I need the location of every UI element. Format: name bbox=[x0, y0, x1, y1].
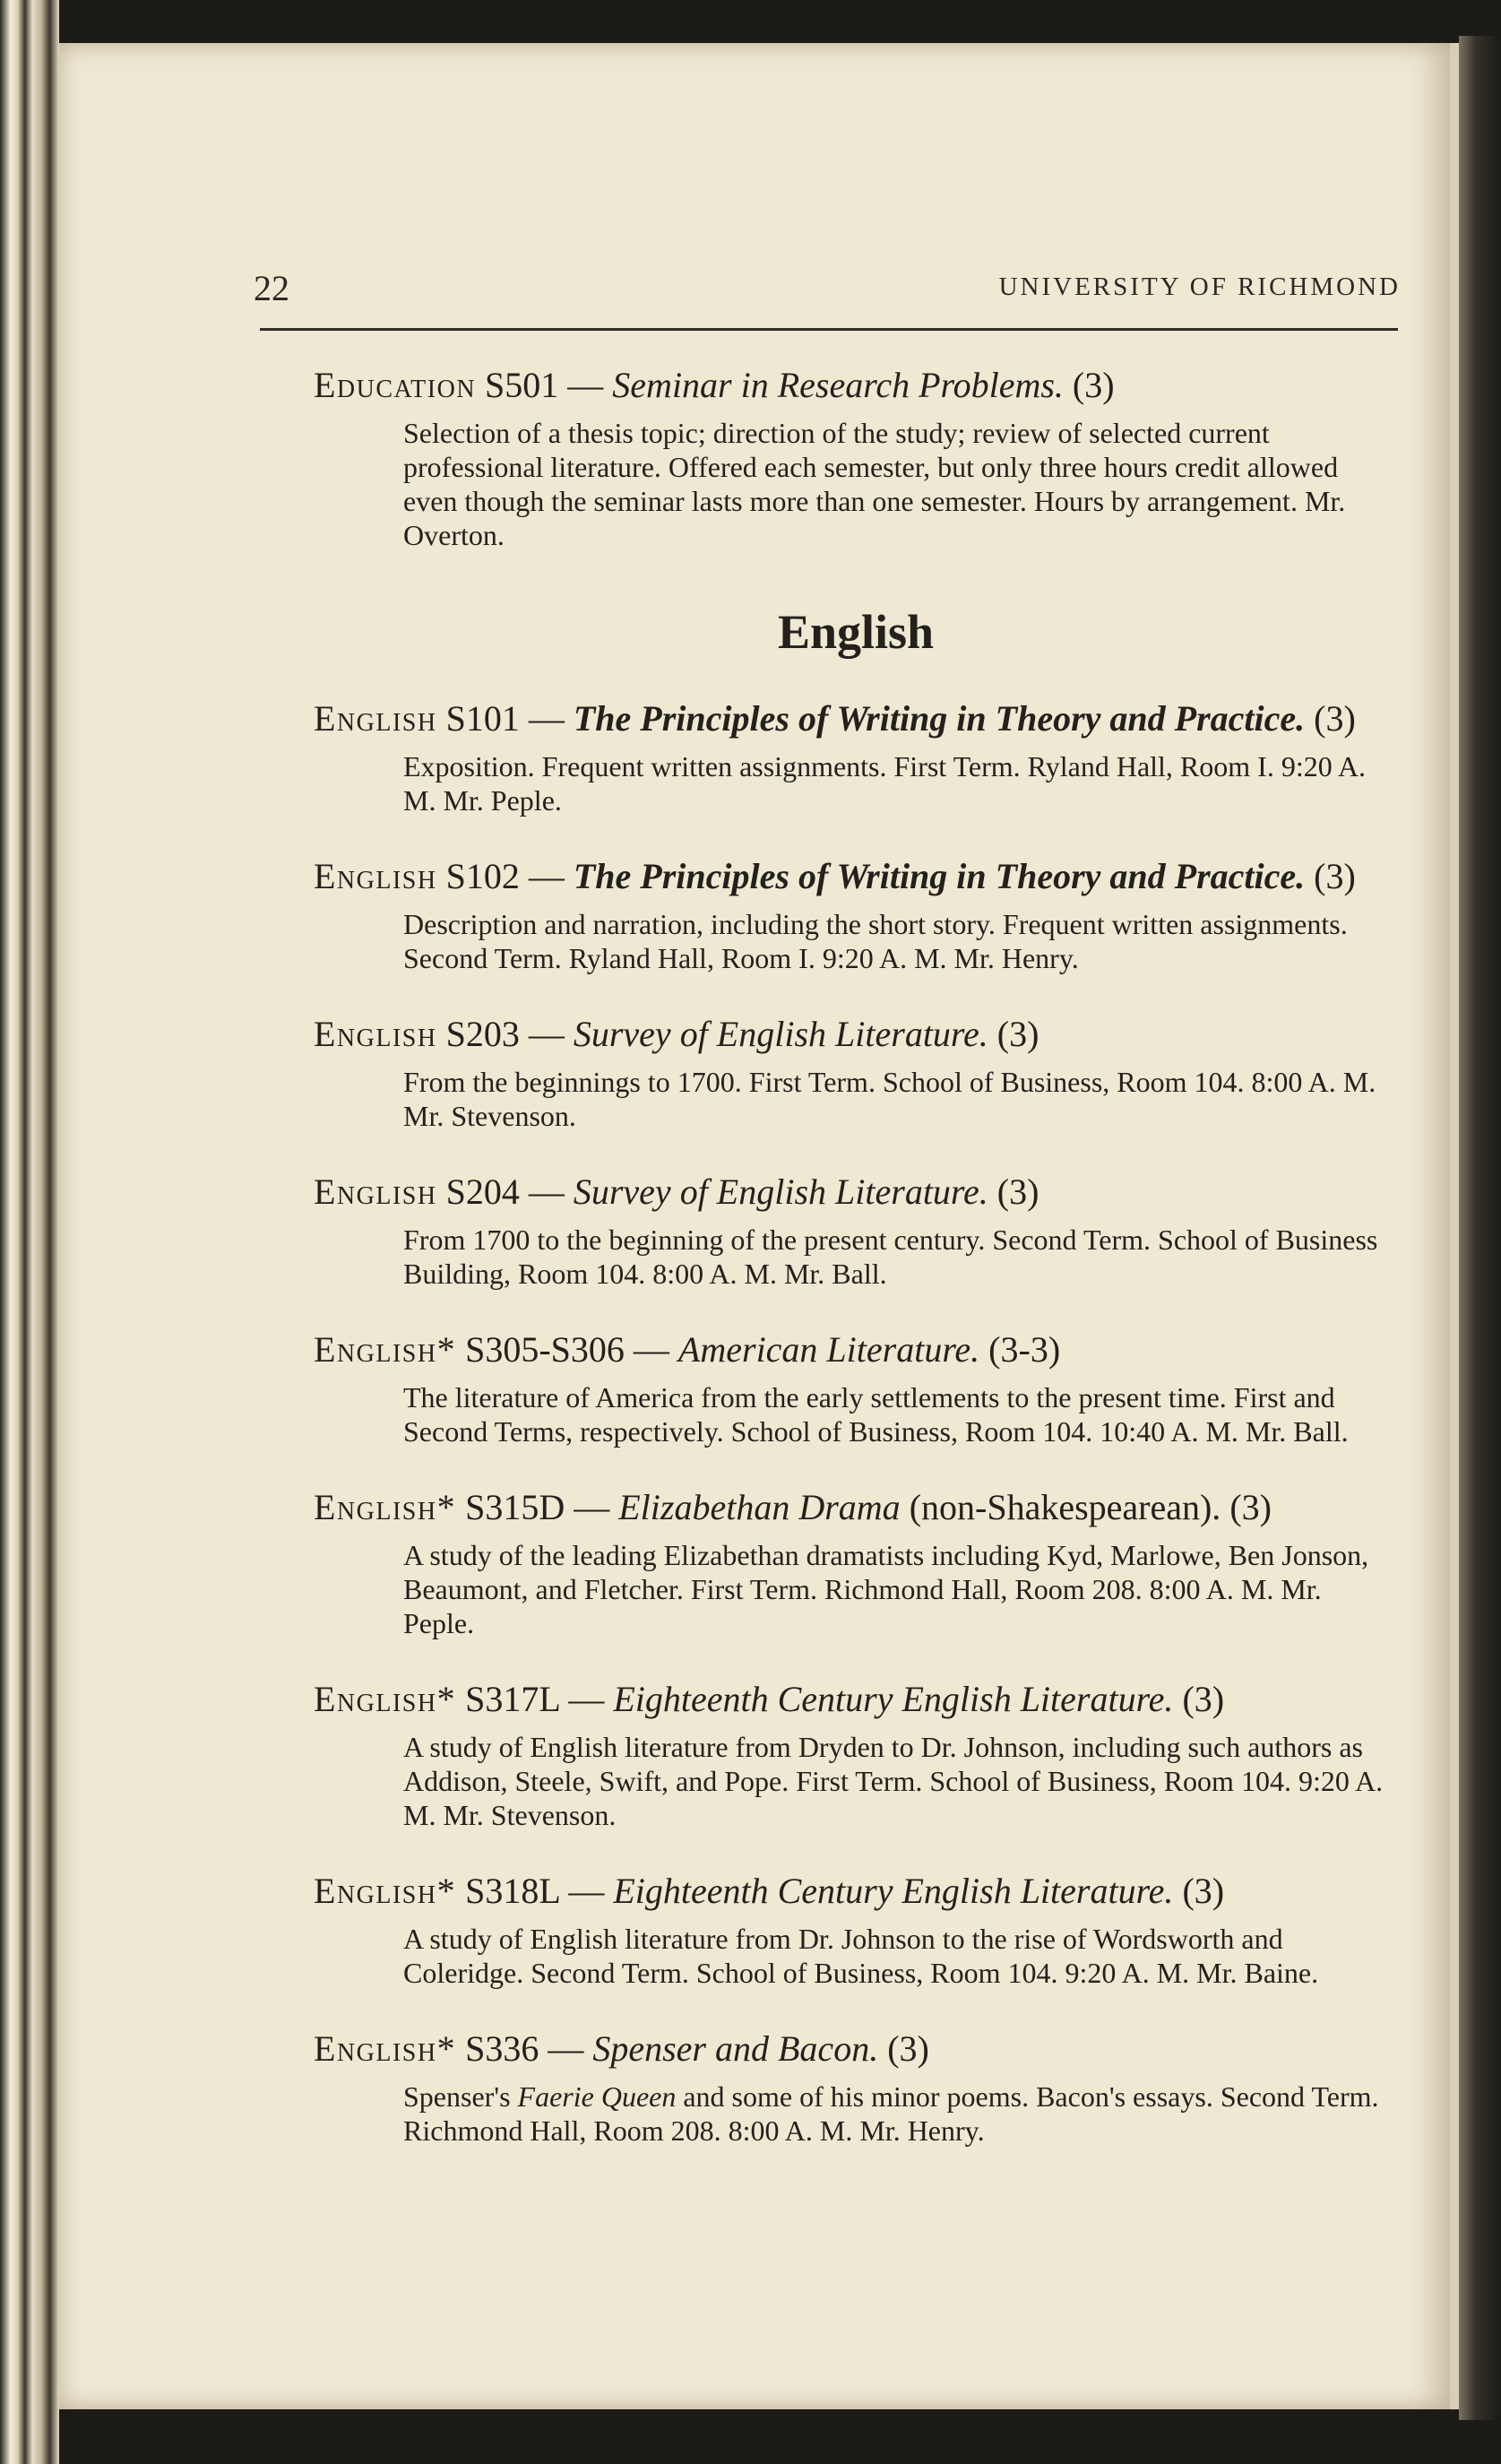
running-title: UNIVERSITY OF RICHMOND bbox=[998, 272, 1401, 301]
course-dept: English bbox=[314, 1014, 437, 1054]
course-credit: (3-3) bbox=[988, 1329, 1061, 1370]
course-credit: (3) bbox=[1072, 365, 1115, 405]
course-description bbox=[314, 1538, 1398, 1640]
course-dept: English* bbox=[314, 1679, 457, 1719]
description-italic: Faerie Queen bbox=[517, 2080, 677, 2113]
header-rule bbox=[260, 328, 1398, 331]
course-dept: English bbox=[314, 698, 437, 739]
course-heading bbox=[314, 1007, 1398, 1061]
course-code: S336 bbox=[465, 2028, 539, 2069]
course-description-text bbox=[403, 1538, 1398, 1640]
description-prefix: Spenser's bbox=[403, 2080, 511, 2113]
course-description-text bbox=[403, 749, 1398, 817]
course-title: The Principles of Writing in Theory and Practice. bbox=[573, 698, 1306, 739]
course-heading bbox=[314, 1323, 1398, 1377]
course-separator: — bbox=[528, 1014, 565, 1054]
course-entry bbox=[314, 1673, 1398, 1832]
course-heading bbox=[314, 850, 1398, 903]
course-separator: — bbox=[574, 1487, 610, 1527]
course-heading bbox=[314, 1481, 1398, 1535]
course-description-text bbox=[403, 1065, 1398, 1133]
course-heading bbox=[314, 1673, 1398, 1726]
course-code: S305-S306 bbox=[465, 1329, 625, 1370]
course-dept: English* bbox=[314, 1487, 457, 1527]
course-description-text: Selection of a thesis topic; direction of the study; review of selected current professional literature. Offered each semester, but only three hours credit allowed even though the seminar lasts more than one semester. Hours by arrangement. Mr. Overton. bbox=[403, 417, 1346, 551]
description-body: A study of English literature from Dr. Johnson to the rise of Wordsworth and Coleridge. Second Term. School of Business, Room 104. 9:20 A. M. Mr. Baine. bbox=[403, 1923, 1319, 1989]
course-code: S317L bbox=[465, 1679, 560, 1719]
course-heading bbox=[314, 2022, 1398, 2076]
course-code: S204 bbox=[445, 1171, 520, 1212]
course-separator: — bbox=[567, 365, 604, 405]
course-entry bbox=[314, 850, 1398, 975]
course-description-text bbox=[403, 1223, 1398, 1291]
course-separator: — bbox=[548, 2028, 584, 2069]
course-credit: (3) bbox=[996, 1171, 1039, 1212]
course-entry-education-s501 bbox=[314, 359, 1398, 552]
course-description bbox=[314, 1922, 1398, 1990]
course-description bbox=[314, 1380, 1398, 1448]
description-body: From 1700 to the beginning of the present century. Second Term. School of Business Building, Room 104. 8:00 A. M. Mr. Ball. bbox=[403, 1223, 1378, 1290]
course-dept: English* bbox=[314, 1329, 457, 1370]
course-description bbox=[314, 1730, 1398, 1832]
course-credit: (3) bbox=[1229, 1487, 1272, 1527]
description-body: Description and narration, including the short story. Frequent written assignments. Second Term. Ryland Hall, Room I. 9:20 A. M. Mr. Henry. bbox=[403, 908, 1348, 974]
course-description bbox=[314, 749, 1398, 817]
course-title: American Literature. bbox=[677, 1329, 980, 1370]
course-description-text bbox=[403, 1922, 1398, 1990]
course-title: Survey of English Literature. bbox=[573, 1014, 988, 1054]
course-dept: English bbox=[314, 1171, 437, 1212]
description-body: and some of his minor poems. Bacon's essays. Second Term. Richmond Hall, Room 208. 8:00 A. M. Mr. Henry. bbox=[403, 2080, 1379, 2147]
course-credit: (3) bbox=[996, 1014, 1039, 1054]
course-entry bbox=[314, 1864, 1398, 1990]
course-credit: (3) bbox=[1314, 856, 1356, 896]
course-separator: — bbox=[568, 1679, 605, 1719]
running-head bbox=[254, 267, 1401, 321]
course-separator: — bbox=[528, 856, 565, 896]
course-title-extra: (non-Shakespearean). bbox=[909, 1487, 1221, 1527]
description-body: The literature of America from the early settlements to the present time. First and Second Terms, respectively. School of Business, Room 104. 10:40 A. M. Mr. Ball. bbox=[403, 1381, 1349, 1448]
course-entry bbox=[314, 1323, 1398, 1448]
course-separator: — bbox=[568, 1871, 605, 1911]
course-heading bbox=[314, 692, 1398, 746]
course-title: The Principles of Writing in Theory and Practice. bbox=[573, 856, 1306, 896]
course-description-text bbox=[403, 907, 1398, 975]
course-code: S501 bbox=[485, 365, 559, 405]
book-spine bbox=[0, 0, 59, 2464]
page-number: 22 bbox=[254, 268, 289, 308]
course-title: Seminar in Research Problems. bbox=[612, 365, 1064, 405]
course-list bbox=[314, 692, 1398, 2148]
course-separator: — bbox=[633, 1329, 669, 1370]
course-title: Spenser and Bacon. bbox=[592, 2028, 879, 2069]
course-title: Eighteenth Century English Literature. bbox=[613, 1871, 1174, 1911]
course-heading bbox=[314, 359, 1398, 412]
course-code: S318L bbox=[465, 1871, 560, 1911]
course-credit: (3) bbox=[1182, 1679, 1225, 1719]
description-body: Exposition. Frequent written assignments. First Term. Ryland Hall, Room I. 9:20 A. M. Mr. Peple. bbox=[403, 750, 1367, 817]
course-entry bbox=[314, 1165, 1398, 1291]
course-separator: — bbox=[528, 1171, 565, 1212]
page-content bbox=[314, 359, 1398, 2180]
course-description bbox=[314, 416, 1398, 552]
course-code: S203 bbox=[445, 1014, 520, 1054]
course-entry bbox=[314, 1007, 1398, 1133]
course-title: Eighteenth Century English Literature. bbox=[613, 1679, 1174, 1719]
course-description bbox=[314, 907, 1398, 975]
course-description bbox=[314, 1223, 1398, 1291]
course-title: Survey of English Literature. bbox=[573, 1171, 988, 1212]
course-heading bbox=[314, 1165, 1398, 1219]
course-code: S315D bbox=[465, 1487, 565, 1527]
course-description-text bbox=[403, 1730, 1398, 1832]
course-description bbox=[314, 2079, 1398, 2148]
description-body: A study of English literature from Dryden to Dr. Johnson, including such authors as Addison, Steele, Swift, and Pope. First Term. School of Business, Room 104. 9:20 A. M. Mr. Stevenson. bbox=[403, 1731, 1384, 1831]
course-description-text bbox=[403, 1380, 1398, 1448]
course-code: S102 bbox=[445, 856, 520, 896]
course-title: Elizabethan Drama bbox=[618, 1487, 901, 1527]
course-dept: Education bbox=[314, 365, 477, 405]
section-title: English bbox=[777, 605, 935, 659]
course-dept: English* bbox=[314, 1871, 457, 1911]
course-dept: English* bbox=[314, 2028, 457, 2069]
course-credit: (3) bbox=[887, 2028, 929, 2069]
course-description-text bbox=[403, 2079, 1398, 2148]
course-code: S101 bbox=[445, 698, 520, 739]
course-dept: English bbox=[314, 856, 437, 896]
description-body: From the beginnings to 1700. First Term. School of Business, Room 104. 8:00 A. M. Mr. Stevenson. bbox=[403, 1066, 1376, 1132]
course-credit: (3) bbox=[1314, 698, 1356, 739]
course-description bbox=[314, 1065, 1398, 1133]
page-edge bbox=[1459, 36, 1501, 2420]
course-separator: — bbox=[528, 698, 565, 739]
course-credit: (3) bbox=[1182, 1871, 1225, 1911]
course-entry bbox=[314, 2022, 1398, 2148]
course-entry bbox=[314, 1481, 1398, 1640]
description-body: A study of the leading Elizabethan dramatists including Kyd, Marlowe, Ben Jonson, Beaumont, and Fletcher. First Term. Richmond Hall, Room 208. 8:00 A. M. Mr. Peple. bbox=[403, 1539, 1369, 1639]
course-heading bbox=[314, 1864, 1398, 1918]
course-entry bbox=[314, 692, 1398, 817]
